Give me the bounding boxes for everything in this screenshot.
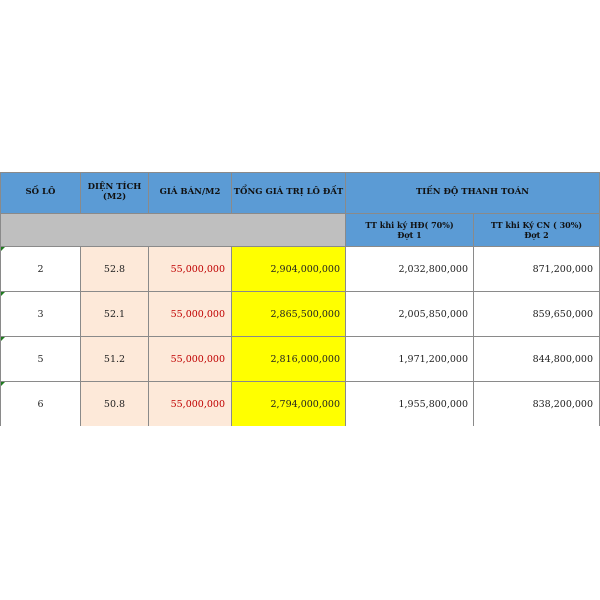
cell-area: 52.8: [81, 247, 149, 292]
cell-phase1: 1,971,200,000: [346, 337, 474, 382]
cell-phase1: 1,955,800,000: [346, 382, 474, 427]
blank-area-below-table: [0, 426, 600, 600]
header-payment-progress: TIẾN ĐỘ THANH TOÁN: [346, 173, 600, 214]
cell-phase2: 871,200,000: [474, 247, 600, 292]
cell-phase2: 844,800,000: [474, 337, 600, 382]
table-row: [1, 292, 600, 337]
header-total: TỔNG GIÁ TRỊ LÔ ĐẤT: [232, 173, 346, 214]
subheader-phase2: [474, 214, 600, 247]
cell-price: 55,000,000: [149, 337, 232, 382]
subheader-row: [1, 214, 600, 247]
cell-total: 2,904,000,000: [232, 247, 346, 292]
table-row: [1, 247, 600, 292]
cell-lot: [1, 382, 81, 427]
subheader-blank: [1, 214, 346, 247]
table-row: [1, 382, 600, 427]
price-table-sheet: [0, 172, 600, 427]
cell-area: 52.1: [81, 292, 149, 337]
price-table: [0, 172, 600, 427]
cell-lot-value: 6: [37, 398, 44, 410]
cell-flag-marker: [1, 337, 5, 341]
subheader-phase1-line1: TT khi ký HĐ( 70%): [365, 220, 454, 230]
cell-lot: [1, 292, 81, 337]
cell-phase1: 2,032,800,000: [346, 247, 474, 292]
cell-lot-value: 3: [37, 308, 44, 320]
header-area: DIỆN TÍCH (M2): [81, 173, 149, 214]
cell-phase2: 859,650,000: [474, 292, 600, 337]
subheader-phase1: [346, 214, 474, 247]
cell-lot: [1, 337, 81, 382]
cell-total: 2,794,000,000: [232, 382, 346, 427]
cell-price: 55,000,000: [149, 382, 232, 427]
cell-total: 2,865,500,000: [232, 292, 346, 337]
cell-lot: [1, 247, 81, 292]
subheader-phase2-line2: Đợt 2: [524, 230, 549, 240]
cell-flag-marker: [1, 382, 5, 386]
subheader-phase2-line1: TT khi Ký CN ( 30%): [490, 220, 583, 230]
cell-area: 51.2: [81, 337, 149, 382]
cell-lot-value: 2: [37, 263, 44, 275]
header-row: [1, 173, 600, 214]
cell-phase2: 838,200,000: [474, 382, 600, 427]
cell-lot-value: 5: [37, 353, 44, 365]
cell-price: 55,000,000: [149, 247, 232, 292]
header-lot: SỐ LÔ: [1, 173, 81, 214]
cell-flag-marker: [1, 292, 5, 296]
subheader-phase1-line2: Đợt 1: [397, 230, 422, 240]
cell-area: 50.8: [81, 382, 149, 427]
table-row: [1, 337, 600, 382]
cell-phase1: 2,005,850,000: [346, 292, 474, 337]
cell-total: 2,816,000,000: [232, 337, 346, 382]
header-price-per-m2: GIÁ BÁN/M2: [149, 173, 232, 214]
cell-price: 55,000,000: [149, 292, 232, 337]
cell-flag-marker: [1, 247, 5, 251]
